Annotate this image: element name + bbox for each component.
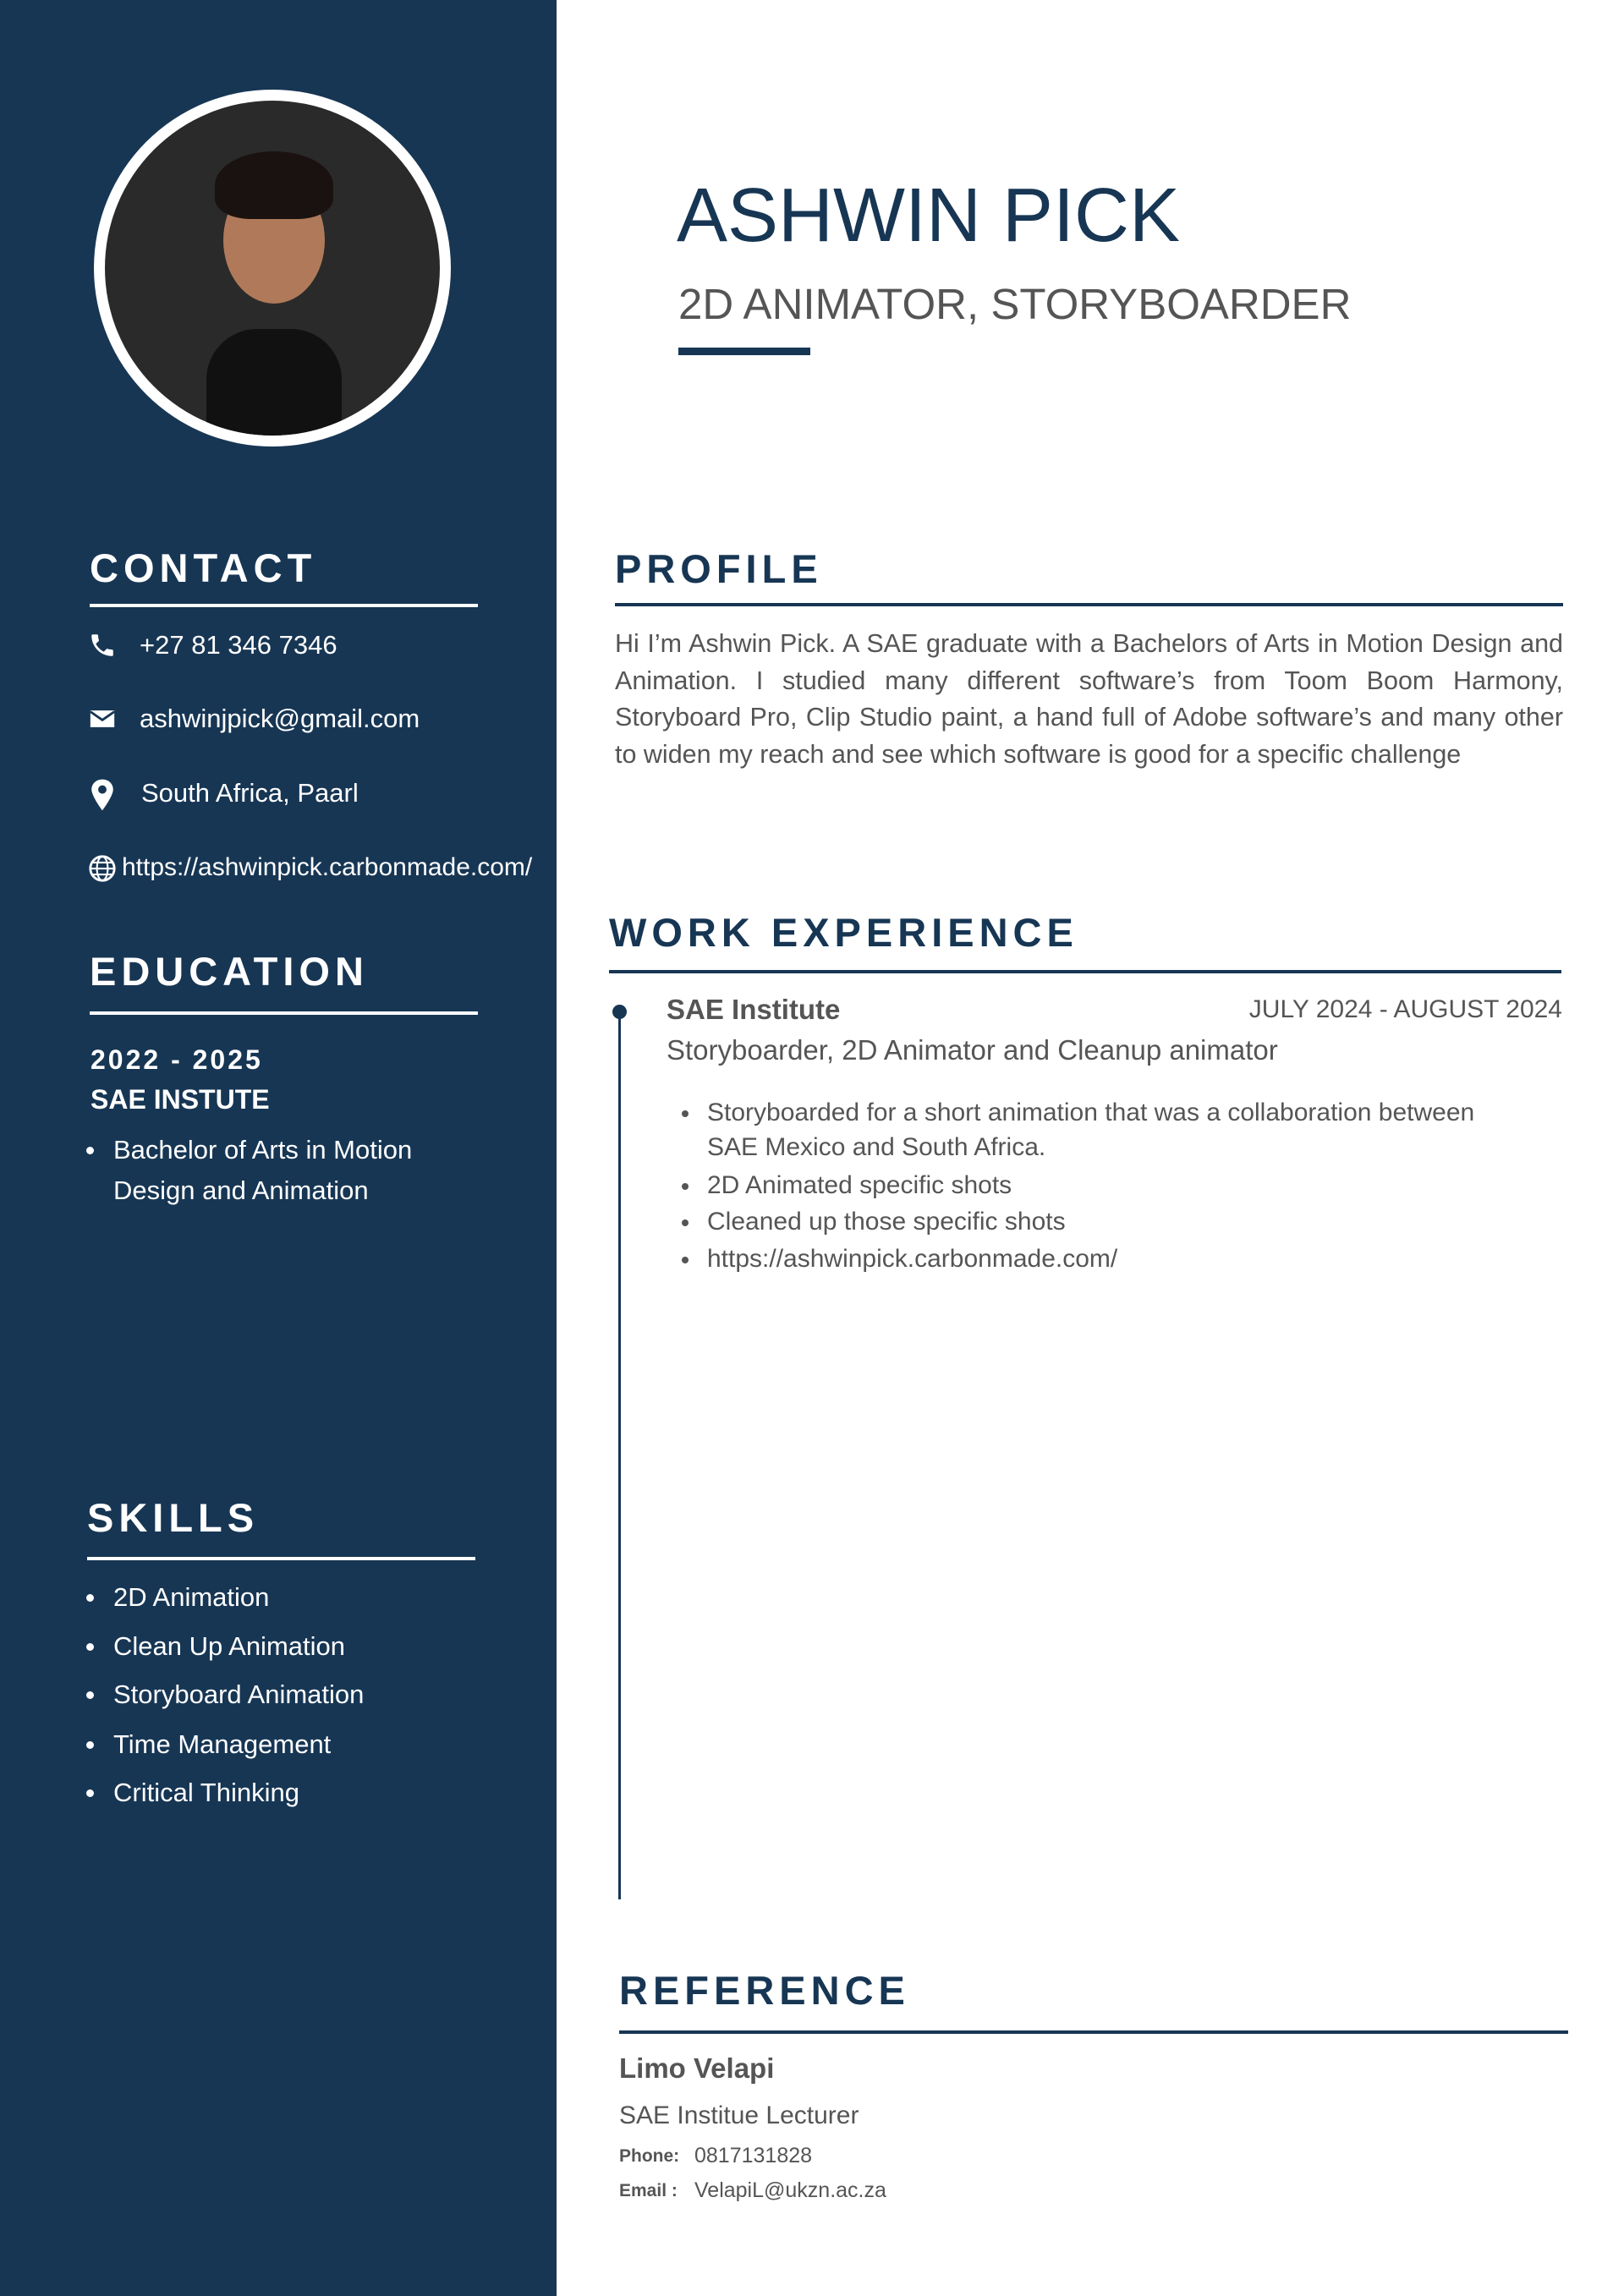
work-bullet: 2D Animated specific shots bbox=[707, 1169, 1012, 1203]
work-bullet: Cleaned up those specific shots bbox=[707, 1205, 1066, 1239]
email-icon bbox=[88, 704, 117, 733]
reference-email[interactable]: VelapiL@ukzn.ac.za bbox=[694, 2178, 886, 2202]
location-pin-icon bbox=[88, 778, 117, 812]
reference-phone-label: Phone: bbox=[619, 2146, 680, 2166]
education-degree bbox=[113, 1130, 412, 1211]
reference-divider bbox=[619, 2030, 1568, 2034]
profile-divider bbox=[615, 603, 1563, 606]
work-heading: WORK EXPERIENCE bbox=[609, 910, 1078, 955]
reference-phone: 0817131828 bbox=[694, 2144, 813, 2167]
work-divider bbox=[609, 970, 1561, 973]
reference-heading: REFERENCE bbox=[619, 1968, 910, 2013]
work-bullet: Storyboarded for a short animation that was a collaboration between bbox=[707, 1096, 1474, 1130]
contact-divider bbox=[90, 604, 478, 607]
globe-icon bbox=[88, 854, 117, 883]
skill-item: Critical Thinking bbox=[113, 1773, 299, 1813]
skills-heading: SKILLS bbox=[87, 1495, 260, 1540]
title-underline bbox=[678, 348, 810, 355]
reference-position: SAE Institue Lecturer bbox=[619, 2101, 859, 2129]
contact-heading: CONTACT bbox=[90, 545, 317, 590]
skill-item: Clean Up Animation bbox=[113, 1626, 345, 1667]
work-company: SAE Institute bbox=[667, 994, 841, 1025]
education-years: 2022 - 2025 bbox=[91, 1044, 263, 1075]
contact-email[interactable]: ashwinjpick@gmail.com bbox=[140, 704, 420, 733]
work-role: Storyboarder, 2D Animator and Cleanup animator bbox=[667, 1034, 1278, 1066]
work-dates: JULY 2024 - AUGUST 2024 bbox=[1248, 995, 1562, 1023]
skill-item: 2D Animation bbox=[113, 1577, 269, 1618]
phone-icon bbox=[88, 631, 117, 660]
education-school: SAE INSTUTE bbox=[91, 1084, 270, 1115]
sidebar bbox=[0, 0, 557, 2296]
education-heading: EDUCATION bbox=[90, 949, 369, 994]
degree-line-1: Bachelor of Arts in Motion bbox=[113, 1135, 413, 1164]
work-bullet-continuation: SAE Mexico and South Africa. bbox=[707, 1133, 1046, 1161]
contact-phone: +27 81 346 7346 bbox=[140, 630, 337, 660]
contact-website[interactable]: https://ashwinpick.carbonmade.com/ bbox=[122, 853, 533, 881]
skill-item: Time Management bbox=[113, 1724, 331, 1765]
reference-name: Limo Velapi bbox=[619, 2052, 775, 2084]
candidate-title: 2D ANIMATOR, STORYBOARDER bbox=[678, 280, 1352, 328]
skills-divider bbox=[87, 1557, 475, 1560]
candidate-name: ASHWIN PICK bbox=[677, 173, 1181, 258]
contact-location: South Africa, Paarl bbox=[141, 778, 359, 808]
reference-email-label: Email : bbox=[619, 2181, 678, 2200]
degree-line-2: Design and Animation bbox=[113, 1175, 369, 1205]
skill-item: Storyboard Animation bbox=[113, 1674, 364, 1715]
timeline-line bbox=[618, 1011, 621, 1899]
profile-heading: PROFILE bbox=[615, 546, 823, 591]
profile-photo bbox=[94, 90, 451, 447]
work-bullet-link[interactable]: https://ashwinpick.carbonmade.com/ bbox=[707, 1242, 1117, 1276]
profile-text: Hi I’m Ashwin Pick. A SAE graduate with a Bachelors of Arts in Motion Design and Animation. I studied many different software’s from Toom Boom Harmony, Storyboard Pro, Clip Studio paint, a hand full of Adobe software’s and many other to widen my reach and see which software is good for a specific challenge bbox=[615, 629, 1563, 769]
education-divider bbox=[90, 1011, 478, 1015]
